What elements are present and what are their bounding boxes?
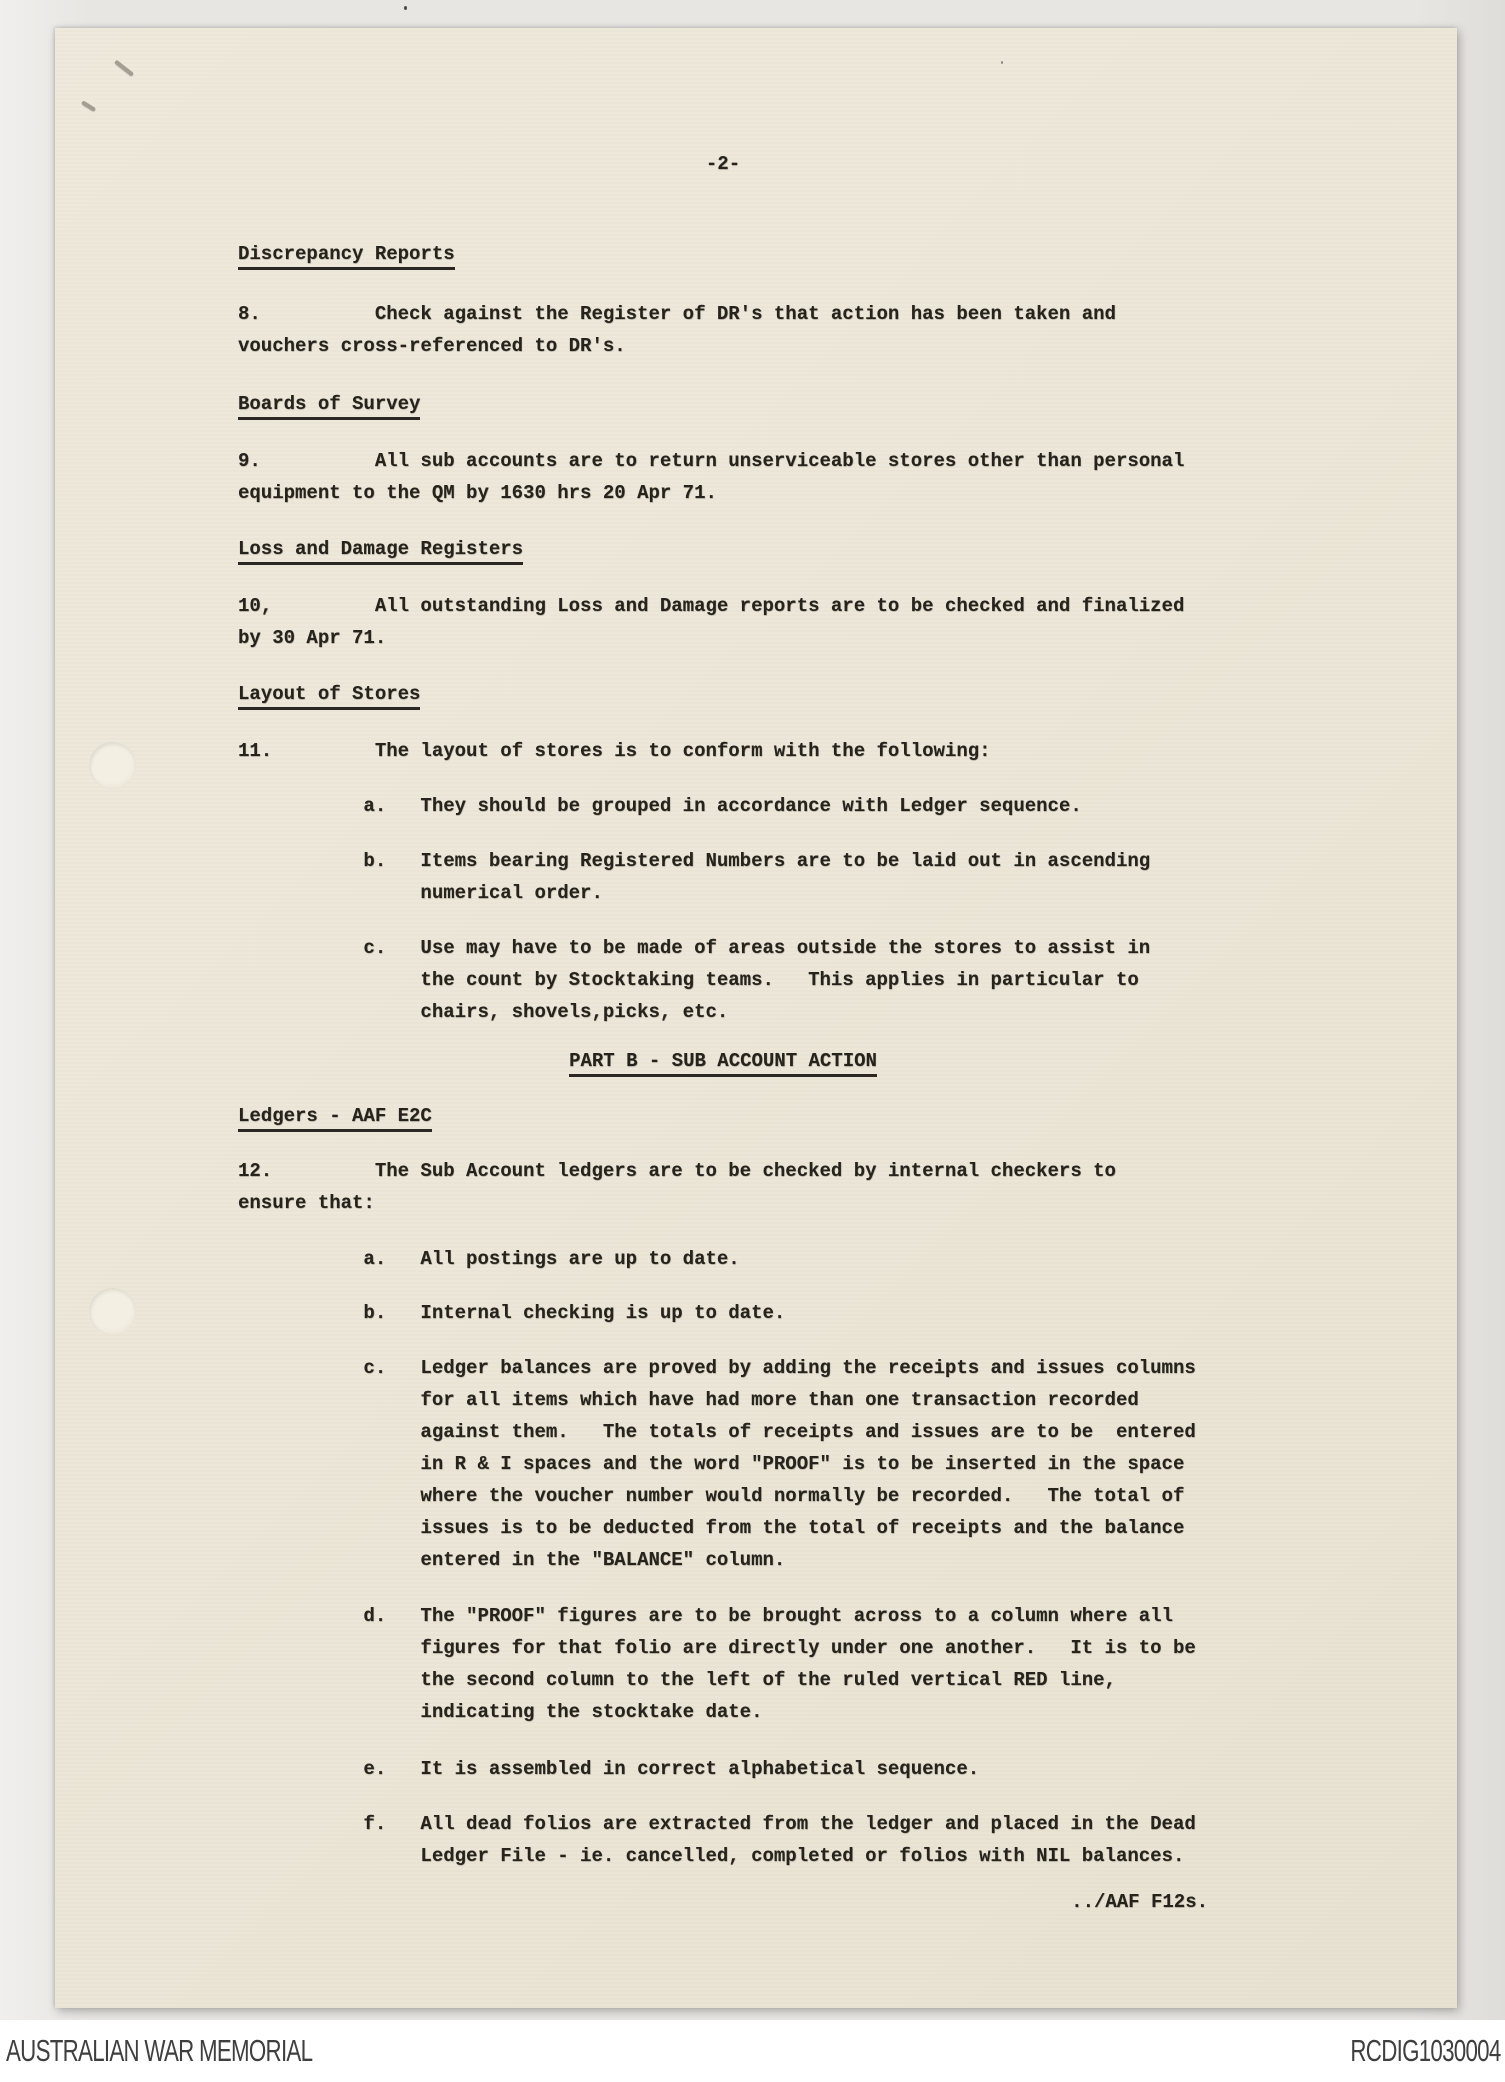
document-line: 8. Check against the Register of DR's that action has been taken and: [238, 303, 1116, 325]
speck: [404, 6, 407, 10]
archive-name-label: AUSTRALIAN WAR MEMORIAL: [6, 2033, 313, 2068]
subitem-block: [238, 845, 1208, 909]
document-line: -2-: [705, 153, 741, 175]
paragraph-block: [238, 590, 1208, 654]
subitem-block: [238, 790, 1208, 822]
document-line: against them. The totals of receipts and issues are to be entered: [238, 1421, 1196, 1443]
document-line: issues is to be deducted from the total of receipts and the balance: [238, 1517, 1185, 1539]
heading-block: [238, 388, 1208, 420]
subitem-block: [238, 1352, 1208, 1576]
document-line: Discrepancy Reports: [238, 238, 1208, 270]
subitem-block: [238, 1753, 1208, 1785]
document-line: b. Internal checking is up to date.: [238, 1302, 786, 1324]
document-text: [238, 148, 1208, 1918]
punch-hole: [89, 742, 136, 789]
document-line: ensure that:: [238, 1192, 375, 1214]
paragraph-block: [238, 298, 1208, 362]
document-line: the count by Stocktaking teams. This applies in particular to: [238, 969, 1139, 991]
document-line: Ledger File - ie. cancelled, completed or folios with NIL balances.: [238, 1845, 1185, 1867]
heading-block: [238, 533, 1208, 565]
document-line: PART B - SUB ACCOUNT ACTION: [238, 1045, 1208, 1077]
document-line: b. Items bearing Registered Numbers are to be laid out in ascending: [238, 850, 1151, 872]
continuation-block: [238, 1886, 1208, 1918]
document-line: entered in the "BALANCE" column.: [238, 1549, 786, 1571]
document-line: 11. The layout of stores is to conform with the following:: [238, 740, 991, 762]
heading-block: [238, 238, 1208, 270]
subitem-block: [238, 932, 1208, 1028]
document-line: Ledgers - AAF E2C: [238, 1100, 1208, 1132]
document-line: the second column to the left of the ruled vertical RED line,: [238, 1669, 1116, 1691]
document-line: chairs, shovels,picks, etc.: [238, 1001, 729, 1023]
document-line: in R & I spaces and the word "PROOF" is to be inserted in the space: [238, 1453, 1185, 1475]
paragraph-block: [238, 735, 1208, 767]
document-line: c. Ledger balances are proved by adding the receipts and issues columns: [238, 1357, 1196, 1379]
document-line: equipment to the QM by 1630 hrs 20 Apr 71.: [238, 482, 717, 504]
document-line: vouchers cross-referenced to DR's.: [238, 335, 626, 357]
document-line: 10, All outstanding Loss and Damage reports are to be checked and finalized: [238, 595, 1185, 617]
document-line: e. It is assembled in correct alphabetical sequence.: [238, 1758, 980, 1780]
paragraph-block: [238, 1155, 1208, 1219]
subitem-block: [238, 1243, 1208, 1275]
document-line: Loss and Damage Registers: [238, 533, 1208, 565]
document-line: d. The "PROOF" figures are to be brought across to a column where all: [238, 1605, 1173, 1627]
subitem-block: [238, 1808, 1208, 1872]
document-line: indicating the stocktake date.: [238, 1701, 763, 1723]
document-line: f. All dead folios are extracted from the ledger and placed in the Dead: [238, 1813, 1196, 1835]
subitem-block: [238, 1600, 1208, 1728]
archive-footer-bar: [0, 2020, 1505, 2082]
document-line: 12. The Sub Account ledgers are to be checked by internal checkers to: [238, 1160, 1116, 1182]
document-line: numerical order.: [238, 882, 603, 904]
punch-hole: [89, 1288, 136, 1335]
heading-center-block: [238, 1045, 1208, 1077]
document-line: Layout of Stores: [238, 678, 1208, 710]
speck: [1001, 61, 1003, 64]
subitem-block: [238, 1297, 1208, 1329]
document-line: a. They should be grouped in accordance with Ledger sequence.: [238, 795, 1082, 817]
document-line: ../AAF F12s.: [1071, 1891, 1208, 1913]
document-line: by 30 Apr 71.: [238, 627, 387, 649]
document-line: for all items which have had more than one transaction recorded: [238, 1389, 1139, 1411]
document-line: where the voucher number would normally be recorded. The total of: [238, 1485, 1185, 1507]
heading-block: [238, 678, 1208, 710]
heading-block: [238, 1100, 1208, 1132]
archive-reference-label: RCDIG1030004: [1350, 2033, 1501, 2068]
document-line: figures for that folio are directly under one another. It is to be: [238, 1637, 1196, 1659]
document-line: 9. All sub accounts are to return unserviceable stores other than personal: [238, 450, 1185, 472]
document-line: a. All postings are up to date.: [238, 1248, 740, 1270]
page-number-block: [238, 148, 1208, 180]
staple-mark: [114, 60, 134, 77]
paragraph-block: [238, 445, 1208, 509]
document-line: c. Use may have to be made of areas outside the stores to assist in: [238, 937, 1151, 959]
document-line: Boards of Survey: [238, 388, 1208, 420]
staple-mark: [81, 100, 96, 111]
document-page: [55, 28, 1457, 2008]
